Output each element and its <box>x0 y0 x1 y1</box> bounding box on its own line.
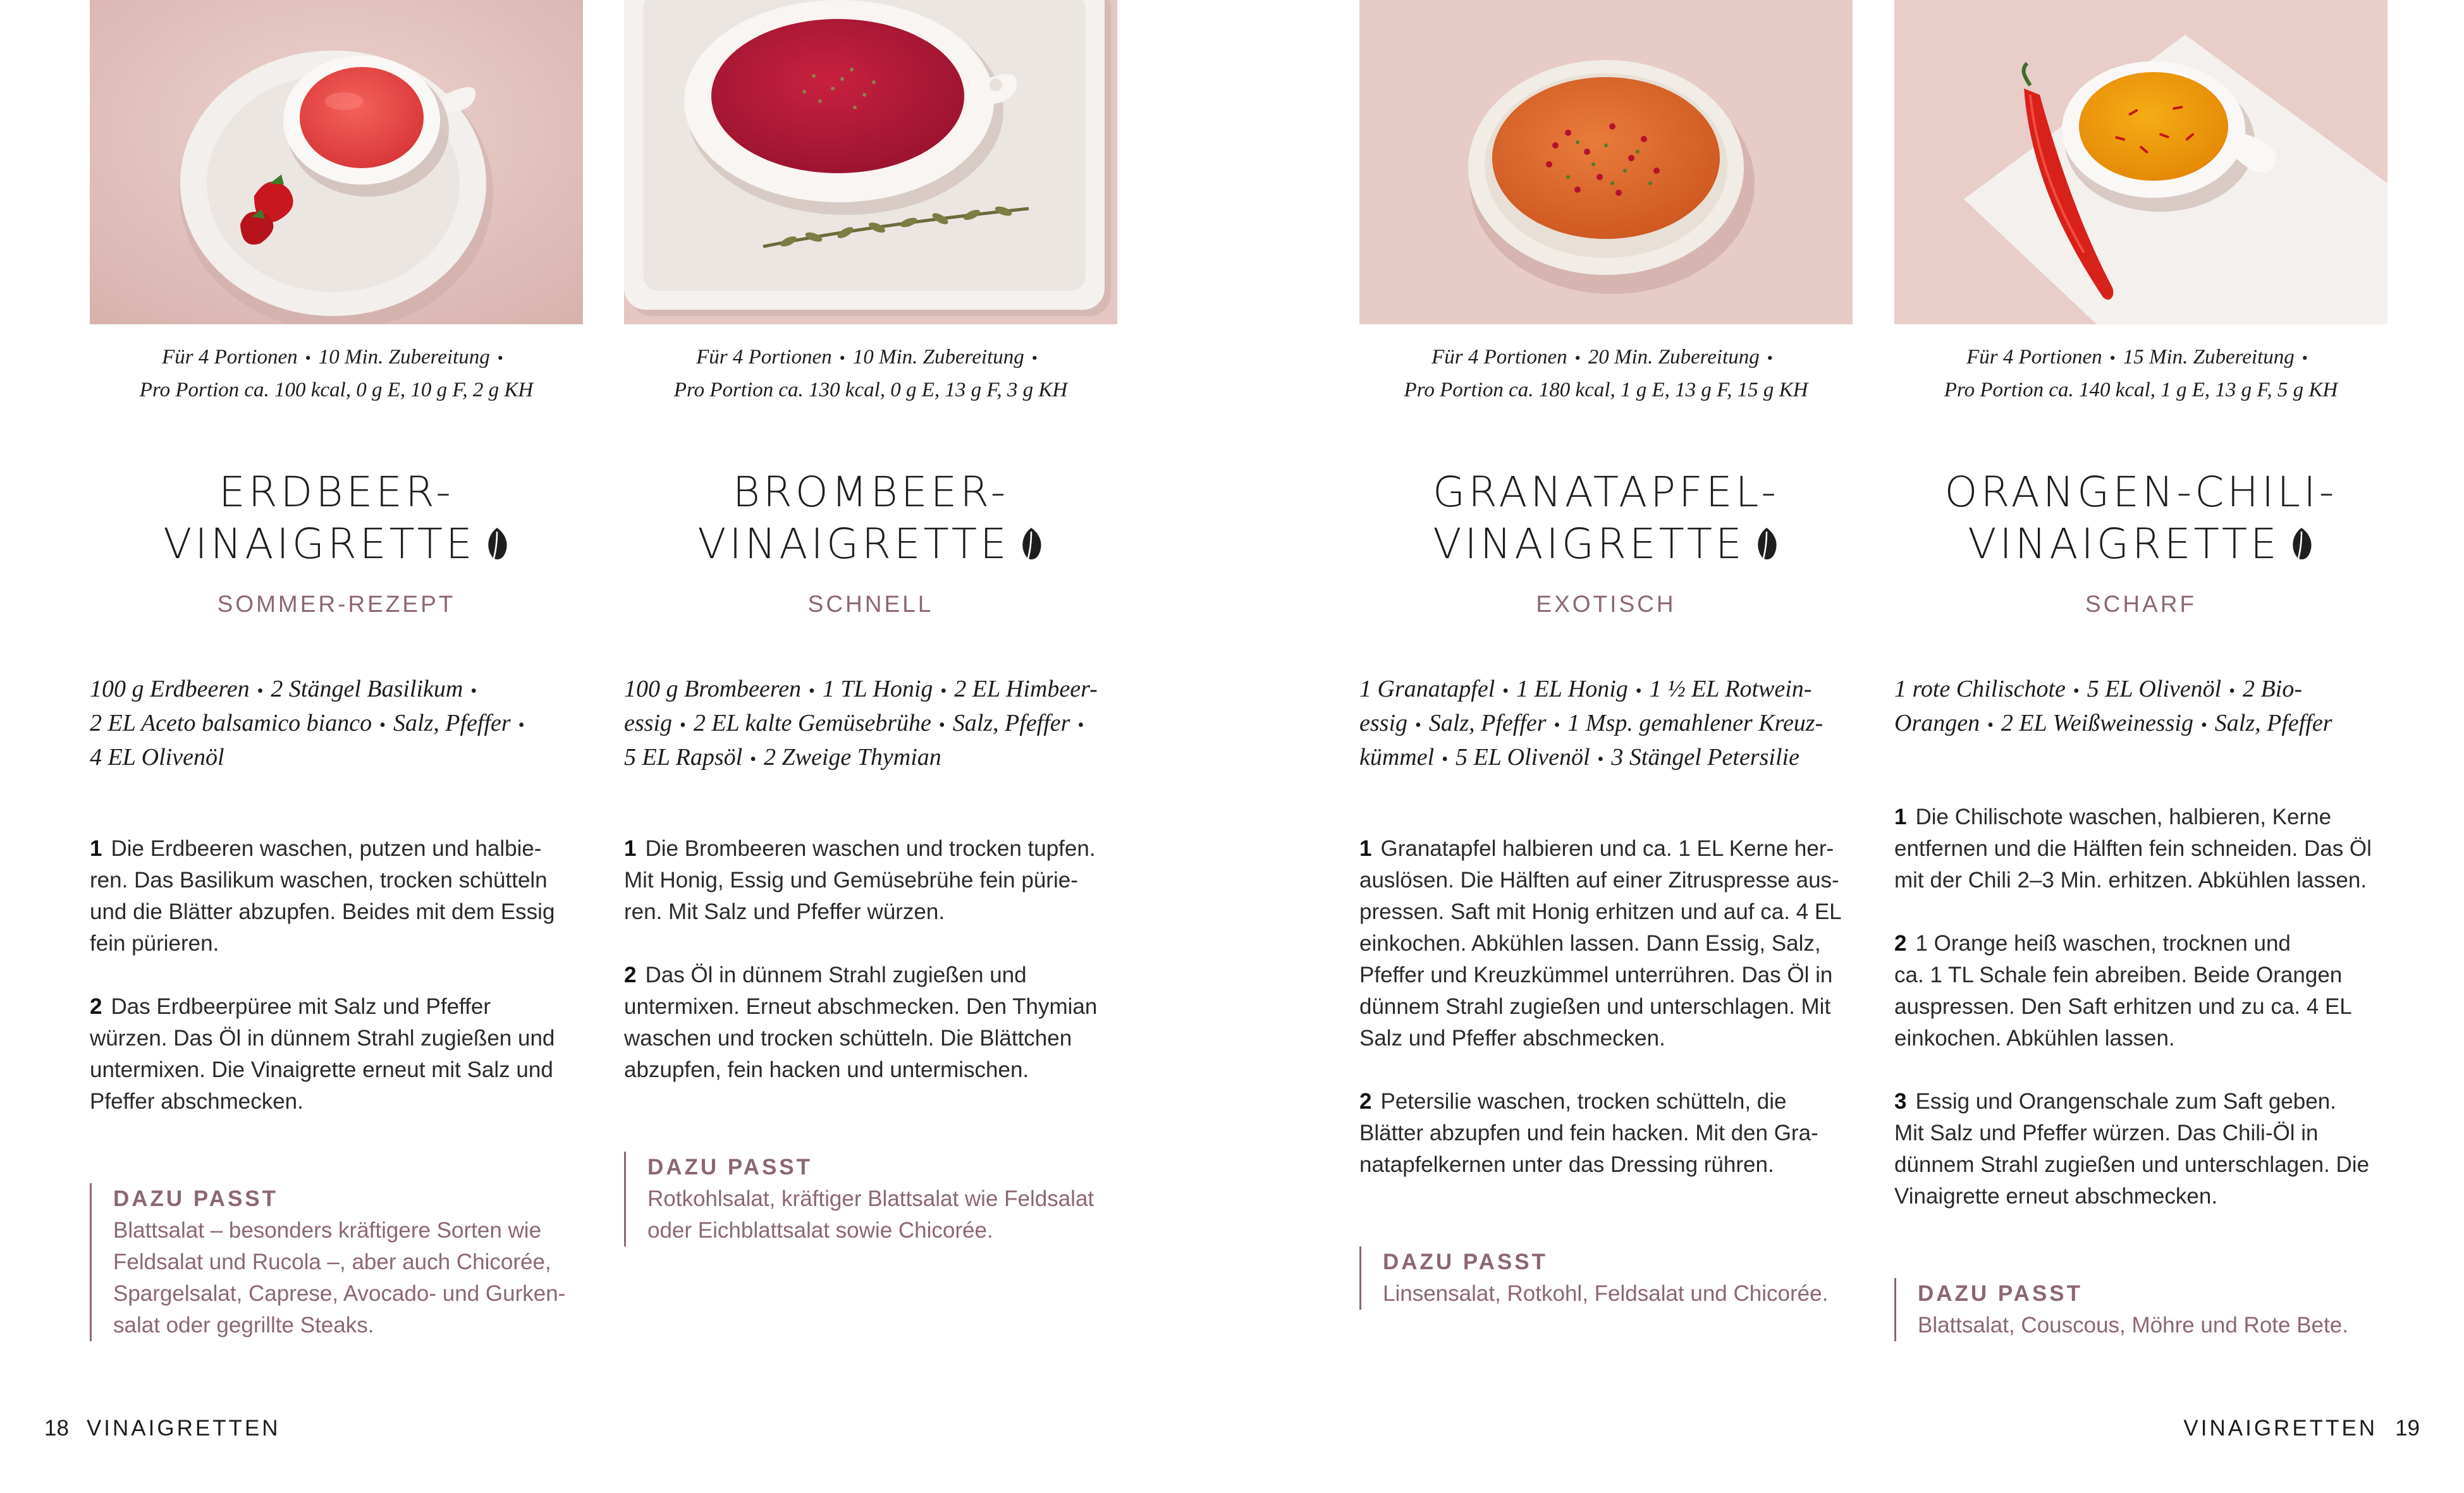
ingredient: Salz, Pfeffer <box>2214 710 2332 736</box>
step-text: waschen und trocken schütteln. Die Blättchen <box>624 1026 1072 1051</box>
step-number: 2 <box>624 963 637 987</box>
step-text: pressen. Saft mit Honig erhitzen und auf ca. 4 EL <box>1359 899 1842 924</box>
pairing-heading: DAZU PASST <box>1383 1250 1548 1274</box>
ingredient: 5 EL Olivenöl <box>1456 744 1590 771</box>
step-list <box>1359 833 1865 1212</box>
meta-nutrition: Pro Portion ca. 130 kcal, 0 g E, 13 g F, 3 g KH <box>673 379 1068 401</box>
pairing-box <box>1894 1278 2424 1341</box>
step-text: untermixen. Erneut abschmecken. Den Thymian <box>624 994 1098 1019</box>
step-text: Vinaigrette erneut abschmecken. <box>1894 1184 2218 1209</box>
step-text: Salz und Pfeffer abschmecken. <box>1359 1026 1665 1051</box>
step-text: auslösen. Die Hälften auf einer Zitruspresse aus- <box>1359 868 1839 893</box>
step-text: einkochen. Abkühlen lassen. Dann Essig, Salz, <box>1359 931 1821 956</box>
step-text: auspressen. Den Saft erhitzen und zu ca. 4 EL <box>1894 994 2352 1019</box>
step-text: Blätter abzupfen und fein hacken. Mit den Gra- <box>1359 1121 1818 1145</box>
ingredient: 3 Stängel Petersilie <box>1611 744 1799 771</box>
step-text: dünnem Strahl zugießen und unterschlagen. Die <box>1894 1152 2370 1177</box>
ingredient-list: 1 Granatapfel • 1 EL Honig • 1 ½ EL Rotwein- essig • Salz, Pfeffer • 1 Msp. gemahlener Kreuz- kümmel • 5 EL Olivenöl • 3 Stängel Petersilie <box>1359 676 1823 771</box>
step-list <box>1894 801 2400 1244</box>
ingredient: 2 EL kalte Gemüsebrühe <box>693 710 931 736</box>
leaf-icon <box>2289 527 2314 562</box>
step-number: 1 <box>90 836 102 861</box>
step-text: ca. 1 TL Schale fein abreiben. Beide Orangen <box>1894 963 2343 987</box>
step-text: Mit Honig, Essig und Gemüsebrühe fein pürie- <box>624 868 1078 893</box>
pairing-line: Blattsalat – besonders kräftigere Sorten wie <box>113 1218 542 1243</box>
footer-right <box>2183 1416 2437 1441</box>
step-number: 2 <box>1359 1089 1372 1114</box>
meta-portions: Für 4 Portionen <box>162 346 298 369</box>
pairing-heading: DAZU PASST <box>113 1186 279 1211</box>
pairing-line: Spargelsalat, Caprese, Avocado- und Gurken- <box>113 1281 566 1306</box>
leaf-icon <box>1754 527 1779 562</box>
meta-nutrition: Pro Portion ca. 140 kcal, 1 g E, 13 g F, 5 g KH <box>1944 379 2338 401</box>
pairing-line: Rotkohlsalat, kräftiger Blattsalat wie Feldsalat <box>647 1186 1094 1211</box>
step-text: untermixen. Die Vinaigrette erneut mit Salz und <box>90 1057 553 1082</box>
ingredient: 1 rote Chilischote <box>1894 676 2066 702</box>
step <box>90 833 596 960</box>
step-text: ren. Mit Salz und Pfeffer würzen. <box>624 899 945 924</box>
meta-time: 10 Min. Zubereitung <box>318 346 490 369</box>
recipe-meta: Für 4 Portionen • 15 Min. Zubereitung • Pro Portion ca. 140 kcal, 1 g E, 13 g F, 5 g KH <box>1894 341 2387 406</box>
pairing-box <box>624 1152 1153 1246</box>
photo-brombeer-vinaigrette <box>624 0 1117 324</box>
step <box>1359 1086 1865 1181</box>
title-line-2: VINAIGRETTE <box>697 520 1010 568</box>
pairing-line: Blattsalat, Couscous, Möhre und Rote Bete. <box>1918 1313 2348 1338</box>
title-line-1: ORANGEN-CHILI- <box>1944 468 2338 516</box>
step-number: 3 <box>1894 1089 1907 1114</box>
recipe-subtitle: SCHARF <box>2085 591 2197 617</box>
step-number: 1 <box>1359 836 1372 861</box>
meta-time: 15 Min. Zubereitung <box>2123 346 2295 369</box>
ingredient: 2 Zweige Thymian <box>764 744 941 771</box>
step-text: Pfeffer und Kreuzkümmel unterrühren. Das Öl in <box>1359 963 1833 987</box>
footer-left <box>27 1416 281 1441</box>
step <box>1894 928 2400 1054</box>
step-text: abzupfen, fein hacken und untermischen. <box>624 1057 1029 1082</box>
meta-nutrition: Pro Portion ca. 180 kcal, 1 g E, 13 g F, 15 g KH <box>1404 379 1808 401</box>
pairing-line: oder Eichblattsalat sowie Chicorée. <box>647 1218 993 1243</box>
step-text: Das Öl in dünnem Strahl zugießen und <box>645 963 1027 987</box>
title-line-2: VINAIGRETTE <box>1968 520 2280 568</box>
ingredient: Salz, Pfeffer <box>393 710 511 736</box>
step-text: Essig und Orangenschale zum Saft geben. <box>1915 1089 2336 1114</box>
ingredient: 2 EL Weißweinessig <box>2001 710 2193 736</box>
ingredient-list: 1 rote Chilischote • 5 EL Olivenöl • 2 Bio- Orangen • 2 EL Weißweinessig • Salz, Pfeffer <box>1894 676 2332 736</box>
step-text: würzen. Das Öl in dünnem Strahl zugießen und <box>90 1026 555 1051</box>
step-text: ren. Das Basilikum waschen, trocken schütteln <box>90 868 548 893</box>
step-text: Pfeffer abschmecken. <box>90 1089 303 1114</box>
pairing-text <box>647 1183 1153 1246</box>
step-text: Granatapfel halbieren und ca. 1 EL Kerne her- <box>1380 836 1834 861</box>
ingredient: 1 EL Honig <box>1516 676 1628 702</box>
recipe-subtitle: EXOTISCH <box>1536 591 1676 617</box>
pairing-text <box>1383 1278 1889 1310</box>
step-text: einkochen. Abkühlen lassen. <box>1894 1026 2175 1051</box>
pairing-line: salat oder gegrillte Steaks. <box>113 1313 374 1338</box>
step <box>1894 801 2400 896</box>
recipe-title <box>90 466 583 570</box>
pairing-box <box>90 1183 619 1341</box>
step-text: dünnem Strahl zugießen und unterschlagen. Mit <box>1359 994 1831 1019</box>
recipe-subtitle: SOMMER-REZEPT <box>217 591 456 617</box>
step-text: 1 Orange heiß waschen, trocknen und <box>1915 931 2291 956</box>
ingredient: Salz, Pfeffer <box>1428 710 1547 736</box>
step-text: Petersilie waschen, trocken schütteln, die <box>1380 1089 1787 1114</box>
step-text: natapfelkernen unter das Dressing rühren. <box>1359 1152 1774 1177</box>
step <box>1894 1086 2400 1212</box>
recipe-title <box>624 466 1117 570</box>
section-label-left: VINAIGRETTEN <box>86 1416 281 1441</box>
section-label-right: VINAIGRETTEN <box>2183 1416 2378 1441</box>
ingredient: 100 g Brombeeren <box>624 676 802 702</box>
pairing-text <box>113 1215 619 1341</box>
recipe-meta: Für 4 Portionen • 10 Min. Zubereitung • Pro Portion ca. 100 kcal, 0 g E, 10 g F, 2 g KH <box>90 341 583 406</box>
step-number: 1 <box>1894 805 1907 829</box>
ingredient: 2 EL Aceto balsamico bianco <box>90 710 372 736</box>
pairing-box <box>1359 1246 1889 1310</box>
title-line-1: BROMBEER- <box>732 468 1009 516</box>
meta-portions: Für 4 Portionen <box>696 346 832 369</box>
ingredient: 2 Stängel Basilikum <box>271 676 463 702</box>
photo-orangen-chili-vinaigrette <box>1894 0 2387 324</box>
meta-time: 20 Min. Zubereitung <box>1588 346 1760 369</box>
ingredient: 1 Granatapfel <box>1359 676 1495 702</box>
title-line-2: VINAIGRETTE <box>1433 520 1745 568</box>
step <box>90 991 596 1118</box>
step-text: Die Chilischote waschen, halbieren, Kerne <box>1915 805 2332 829</box>
ingredient: 100 g Erdbeeren <box>90 676 250 702</box>
pairing-heading: DAZU PASST <box>1918 1281 2083 1306</box>
step-list <box>90 833 596 1149</box>
step-text: mit der Chili 2–3 Min. erhitzen. Abkühlen lassen. <box>1894 868 2367 893</box>
title-line-1: ERDBEER- <box>219 468 454 516</box>
page-number-right: 19 <box>2395 1416 2420 1441</box>
title-line-1: GRANATAPFEL- <box>1432 468 1780 516</box>
recipe-title <box>1359 466 1853 570</box>
title-line-2: VINAIGRETTE <box>163 520 475 568</box>
step <box>1359 833 1865 1054</box>
ingredient: 1 TL Honig <box>822 676 933 702</box>
step-number: 2 <box>90 994 102 1019</box>
pairing-heading: DAZU PASST <box>647 1155 813 1179</box>
ingredient: 5 EL Rapsöl <box>624 744 743 771</box>
recipe-meta: Für 4 Portionen • 20 Min. Zubereitung • Pro Portion ca. 180 kcal, 1 g E, 13 g F, 15 g KH <box>1359 341 1853 406</box>
step-number: 2 <box>1894 931 1907 956</box>
step-text: und die Blätter abzupfen. Beides mit dem Essig <box>90 899 555 924</box>
leaf-icon <box>1019 527 1044 562</box>
recipe-meta: Für 4 Portionen • 10 Min. Zubereitung • Pro Portion ca. 130 kcal, 0 g E, 13 g F, 3 g KH <box>624 341 1117 406</box>
pairing-line: Feldsalat und Rucola –, aber auch Chicorée, <box>113 1250 551 1274</box>
step-text: Die Brombeeren waschen und trocken tupfen. <box>645 836 1096 861</box>
pairing-line: Linsensalat, Rotkohl, Feldsalat und Chicorée. <box>1383 1281 1829 1306</box>
step-text: entfernen und die Hälften fein schneiden. Das Öl <box>1894 836 2372 861</box>
meta-portions: Für 4 Portionen <box>1431 346 1567 369</box>
recipe-subtitle: SCHNELL <box>807 591 934 617</box>
step <box>624 833 1130 928</box>
ingredient-list: 100 g Erdbeeren • 2 Stängel Basilikum • 2 EL Aceto balsamico bianco • Salz, Pfeffer • 4 EL Olivenöl <box>90 676 525 771</box>
pairing-text <box>1918 1310 2424 1341</box>
meta-nutrition: Pro Portion ca. 100 kcal, 0 g E, 10 g F, 2 g KH <box>139 379 534 401</box>
ingredient: 5 EL Olivenöl <box>2087 676 2222 702</box>
recipe-title <box>1894 466 2387 570</box>
photo-erdbeer-vinaigrette <box>90 0 583 324</box>
meta-time: 10 Min. Zubereitung <box>852 346 1024 369</box>
photo-granatapfel-vinaigrette <box>1359 0 1853 324</box>
step-text: fein pürieren. <box>90 931 219 956</box>
page-number-left: 18 <box>44 1416 69 1441</box>
step-text: Das Erdbeerpüree mit Salz und Pfeffer <box>111 994 491 1019</box>
ingredient: Salz, Pfeffer <box>952 710 1070 736</box>
step-text: Mit Salz und Pfeffer würzen. Das Chili-Öl in <box>1894 1121 2319 1145</box>
meta-portions: Für 4 Portionen <box>1966 346 2102 369</box>
step-list <box>624 833 1130 1118</box>
step-text: Die Erdbeeren waschen, putzen und halbie- <box>111 836 542 861</box>
step-number: 1 <box>624 836 637 861</box>
ingredient: 4 EL Olivenöl <box>90 744 224 771</box>
step <box>624 960 1130 1086</box>
leaf-icon <box>484 527 510 562</box>
ingredient-list: 100 g Brombeeren • 1 TL Honig • 2 EL Himbeer- essig • 2 EL kalte Gemüsebrühe • Salz, Pfeffer • 5 EL Rapsöl • 2 Zweige Thymian <box>624 676 1098 771</box>
